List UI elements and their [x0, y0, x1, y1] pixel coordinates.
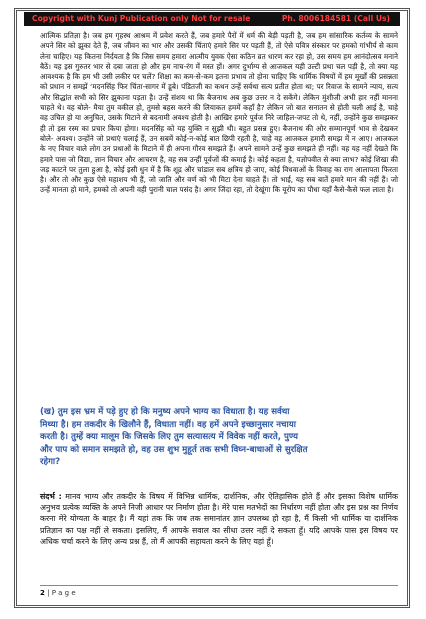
copyright-banner: [24, 12, 400, 26]
copyright-text: Copyright with Kunj Publication only Not for resale: [32, 14, 251, 23]
passage-paragraph: आत्मिक प्रतिज्ञा है। जब हम गृहस्थ आश्रम में प्रवेश करते हैं, जब हमारे पैरों में धर्म की बेड़ी पड़ती है, जब हम सांसारिक कर्तव्य के सामने अपने सिर को झुका देते हैं, जब जीवन का भार और उसकी चिंताएं हमारे सिर पर पड़ती हैं, तो ऐसे पवित्र संस्कार पर हमको गांभीर्य से काम लेना चाहिए। यह कितना निर्दयता है कि जिस समय हमारा आत्मीय युवक ऐसा कठिन व्रत धारण कर रहा हो, उस समय हम आनंदोत्सव मनाने बैठें। यह इस गुरुतर भार से दबा जाता हो और हम नाच-रंग में मस्त हों। अगर दुर्भाग्य से आजकल यही उल्टी प्रथा चल पड़ी है, तो क्या यह आवश्यक है कि हम भी उसी लकीर पर चलें? शिक्षा का कम-से-कम इतना प्रभाव तो होना चाहिए कि धार्मिक विषयों में हम मूर्खों की प्रसन्नता को प्रधान न समझें ‘मदनसिंह फिर चिंता-सागर में डूबे। पंडितजी का कथन उन्हें सर्वथा सत्य प्रतीत होता था; पर रिवाज के सामने न्याय, सत्य और सिद्धांत सभी को सिर झुकाना पड़ता है। उन्हें संशय था कि बैजनाथ अब कुछ उत्तर न दे सकेंगे। लेकिन मुंशीजी अभी हार नहीं मानना चाहते थे। वह बोले- मैया तुम वकील हो, तुमसे बहस करने की लियाकत हममें कहाँ है? लेकिन जो बात सनातन से होती चली आई है, चाहे वह उचित हो या अनुचित, उसके मिटाने से बदनामी अवश्य होती है। आखिर हमारे पूर्वज निरे जाहिल-जपट तो थे, नहीं, उन्होंने कुछ समझकर ही तो इस रस्म का प्रचार किया होगा। मदनसिंह को यह युक्ति न सुझी थी। बहुत प्रसन्न हुए। बैजनाथ की ओर सम्मानपूर्ण भाव से देखकर बोले- अवश्य। उन्होंने जो प्रथाएं चलाई हैं, उन सबमें कोई-न-कोई बात छिपी रहती है, चाहे वह आजकल हमारी समझ में न आए। आजकल के नए विचार वाले लोग उन प्रथाओं के मिटाने में ही अपना गौरव समझते हैं। अपने सामने उन्हें कुछ समझते ही नहीं। वह यह नहीं देखते कि हमारे पास जो विद्या, ज्ञान विचार और आचरण है, वह सब उन्हीं पूर्वजों की कमाई है। कोई कहता है, यज्ञोपवीत से क्या लाभ? कोई शिखा की जड़ काटने पर तुला हुआ है, कोई इसी धुन में है कि शूद्र और चांडाल सब क्षत्रिय हो जाए, कोई विधवाओं के विवाह का राग आलापता फिरता है। और तो और कुछ ऐसे महाशय भी हैं, जो जाति और वर्ण को भी मिटा देना चाहते हैं। तो भाई, यह सब बातें हमारे मान की नहीं हैं। जो उन्हें मानता हो माने, हमको तो अपनी वही पुरानी चाल पसंद है। अगर जिंदा रहा, तो देखूंगा कि यूरोप का पौधा यहाँ कैसे-कैसे फल लाता है।: [40, 31, 399, 195]
page-label: | P a g e: [47, 589, 76, 597]
question-block: (ख) तुम इस भ्रम में पड़े हुए हो कि मनुष्य अपने भाग्य का विधाता है। यह सर्वथा मिथ्या है। हम तकदीर के खिलौने हैं, विधाता नहीं। वह हमें अपने इच्छानुसार नचाया करती है। तुम्हें क्या मालूम कि जिसके लिए तुम सत्यासत्य में विवेक नहीं करते, पुण्य और पाप को समान समझते हो, वह उस शुभ मुहूर्त तक सभी विघ्न-बाधाओं से सुरक्षित रहेगा?: [40, 407, 308, 468]
answer-text: मानव भाग्य और तकदीर के विषय में विभिन्न धार्मिक, दार्शनिक, और ऐतिहासिक होते हैं और इसका विशेष धार्मिक अनुभव प्रत्येक व्यक्ति के अपने निजी आधार पर निर्माण होता है। मेरे पास मतभेदों का निर्धारण नहीं होता और इस प्रश्न का निर्णय करना मेरे योग्यता के बाहर है। मैं यहां तक कि जब तक समानांतर ज्ञान उपलब्ध हो रहा है, मैं किसी भी धार्मिक या दार्शनिक प्रतिज्ञान का पक्ष नहीं ले सकता। इसलिए, मैं आपके सवाल का सीधा उत्तर नहीं दे सकता हूँ। यदि आपके पास इस विषय पर अधिक चर्चा करने के लिए अन्य प्रश्न हैं, तो मैं आपकी सहायता करने के लिए यहां हूँ।: [40, 492, 398, 546]
answer-paragraph: [40, 491, 398, 547]
phone-number: Ph. 8006184581 (Call Us): [281, 14, 390, 23]
page-number: 2: [40, 589, 45, 597]
answer-label: संदर्भ :: [40, 492, 62, 501]
page-footer: [40, 585, 398, 597]
